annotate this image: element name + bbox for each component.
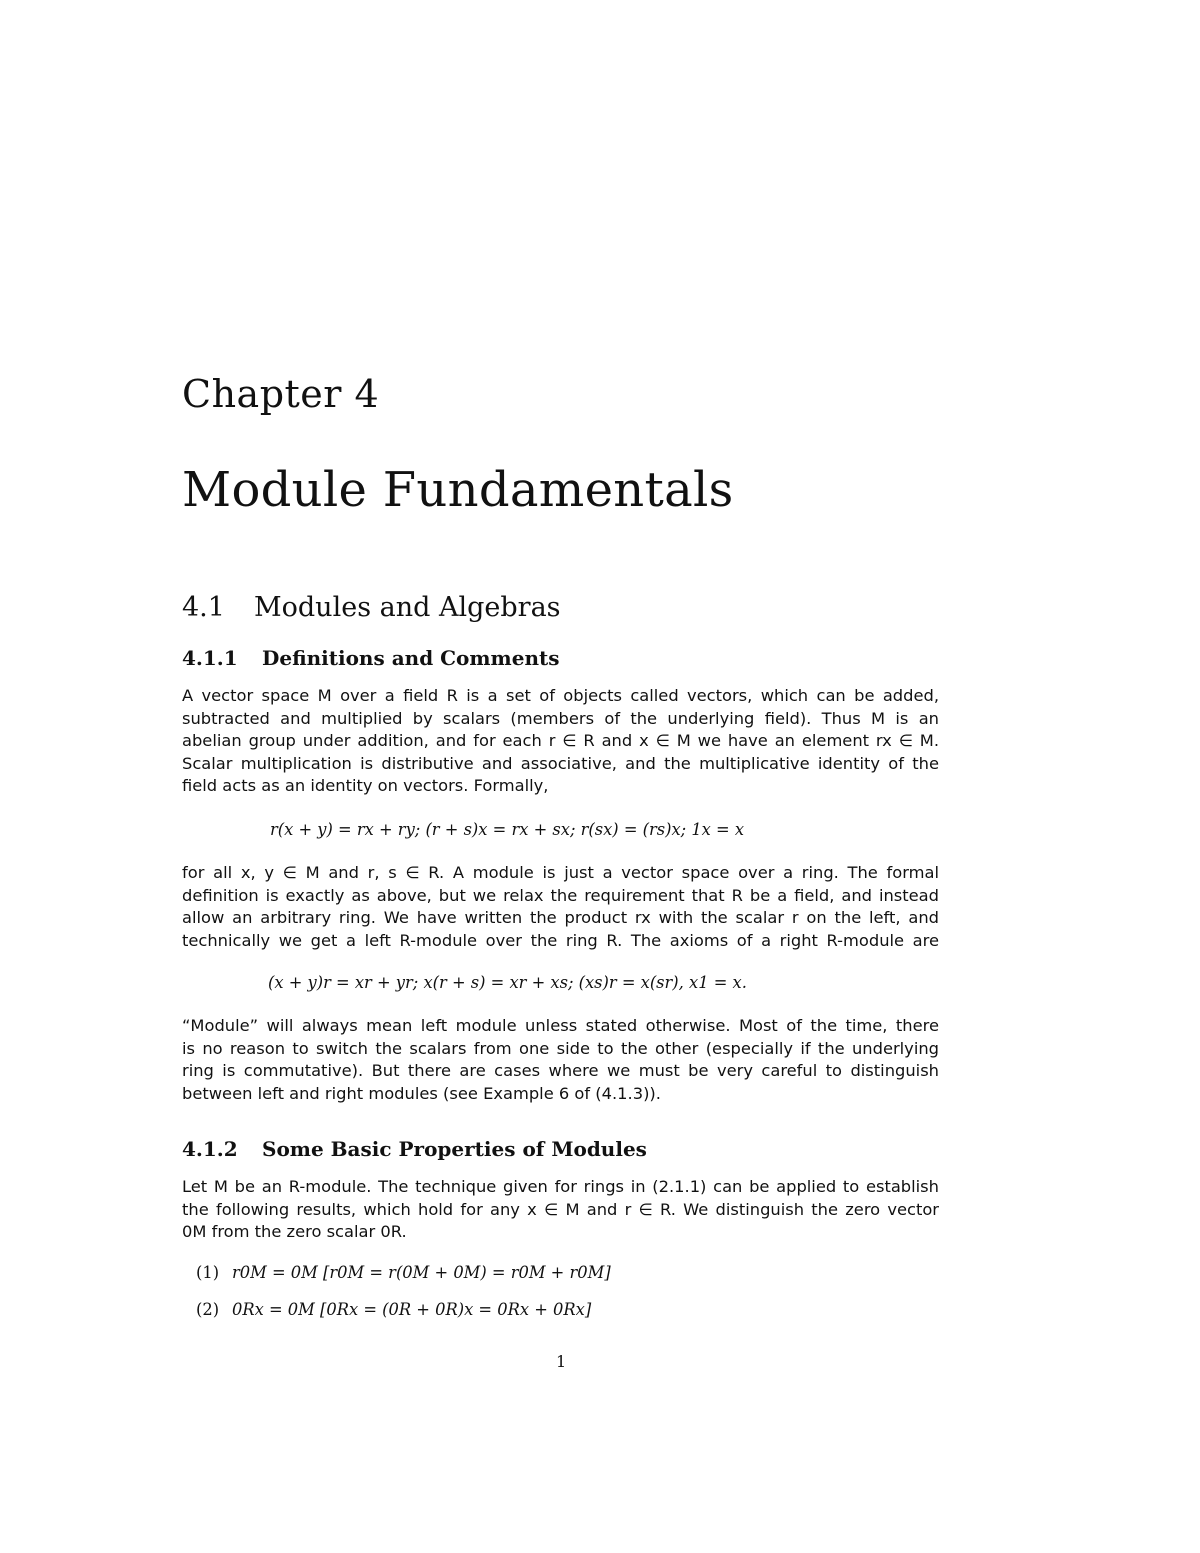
paragraph-vector-space <box>182 685 939 798</box>
chapter-title: Module Fundamentals <box>182 462 734 518</box>
text-line: the following results, which hold for any x ∈ M and r ∈ R. We distinguish the zero vector <box>182 1199 939 1219</box>
item-tag: (2) <box>196 1300 220 1319</box>
subsection-number: 4.1.1 <box>182 646 238 670</box>
text-line: abelian group under addition, and for each r ∈ R and x ∈ M we have an element rx ∈ M. <box>182 731 939 750</box>
paragraph-module-convention <box>182 1015 939 1105</box>
text-line: ring is commutative). But there are cases where we must be very careful to distinguish <box>182 1061 939 1080</box>
equation-left-module-axioms: r(x + y) = rx + ry; (r + s)x = rx + sx; r(sx) = (rs)x; 1x = x <box>270 820 745 839</box>
item-text: r0M = 0M [r0M = r(0M + 0M) = r0M + r0M] <box>232 1263 611 1282</box>
section-title: Modules and Algebras <box>254 592 561 623</box>
text-line: A vector space M over a field R is a set of objects called vectors, which can be added, <box>182 686 939 705</box>
item-tag: (1) <box>196 1263 220 1282</box>
paragraph-basic-properties <box>182 1176 939 1244</box>
text-line: allow an arbitrary ring. We have written the product rx with the scalar r on the left, and <box>182 908 939 927</box>
subsection-number: 4.1.2 <box>182 1137 238 1161</box>
subsection-title: Definitions and Comments <box>262 646 560 670</box>
text-line: for all x, y ∈ M and r, s ∈ R. A module is just a vector space over a ring. The formal <box>182 863 939 882</box>
subsection-heading-definitions <box>182 646 559 670</box>
paragraph-module-definition <box>182 862 939 952</box>
text-line: 0M from the zero scalar 0R. <box>182 1222 407 1241</box>
section-heading <box>182 592 561 623</box>
section-number: 4.1 <box>182 592 225 623</box>
text-line: subtracted and multiplied by scalars (members of the underlying field). Thus M is an <box>182 708 939 728</box>
equation-right-module-axioms: (x + y)r = xr + yr; x(r + s) = xr + xs; (xs)r = x(sr), x1 = x. <box>268 973 747 992</box>
subsection-heading-basic-properties <box>182 1137 647 1161</box>
text-line: “Module” will always mean left module unless stated otherwise. Most of the time, there <box>182 1016 939 1035</box>
text-line: definition is exactly as above, but we relax the requirement that R be a field, and instead <box>182 885 939 905</box>
text-line: field acts as an identity on vectors. Formally, <box>182 776 549 795</box>
subsection-title: Some Basic Properties of Modules <box>262 1137 647 1161</box>
page-number: 1 <box>556 1352 567 1371</box>
list-item <box>196 1300 591 1319</box>
text-line: Let M be an R-module. The technique given for rings in (2.1.1) can be applied to establish <box>182 1177 939 1196</box>
text-line: is no reason to switch the scalars from one side to the other (especially if the underlying <box>182 1038 939 1058</box>
list-item <box>196 1263 611 1282</box>
text-line: between left and right modules (see Example 6 of (4.1.3)). <box>182 1083 661 1103</box>
item-text: 0Rx = 0M [0Rx = (0R + 0R)x = 0Rx + 0Rx] <box>232 1300 592 1319</box>
text-line: technically we get a left R-module over the ring R. The axioms of a right R-module are <box>182 930 939 950</box>
text-line: Scalar multiplication is distributive and associative, and the multiplicative identity of the <box>182 753 939 773</box>
chapter-label: Chapter 4 <box>182 372 380 416</box>
